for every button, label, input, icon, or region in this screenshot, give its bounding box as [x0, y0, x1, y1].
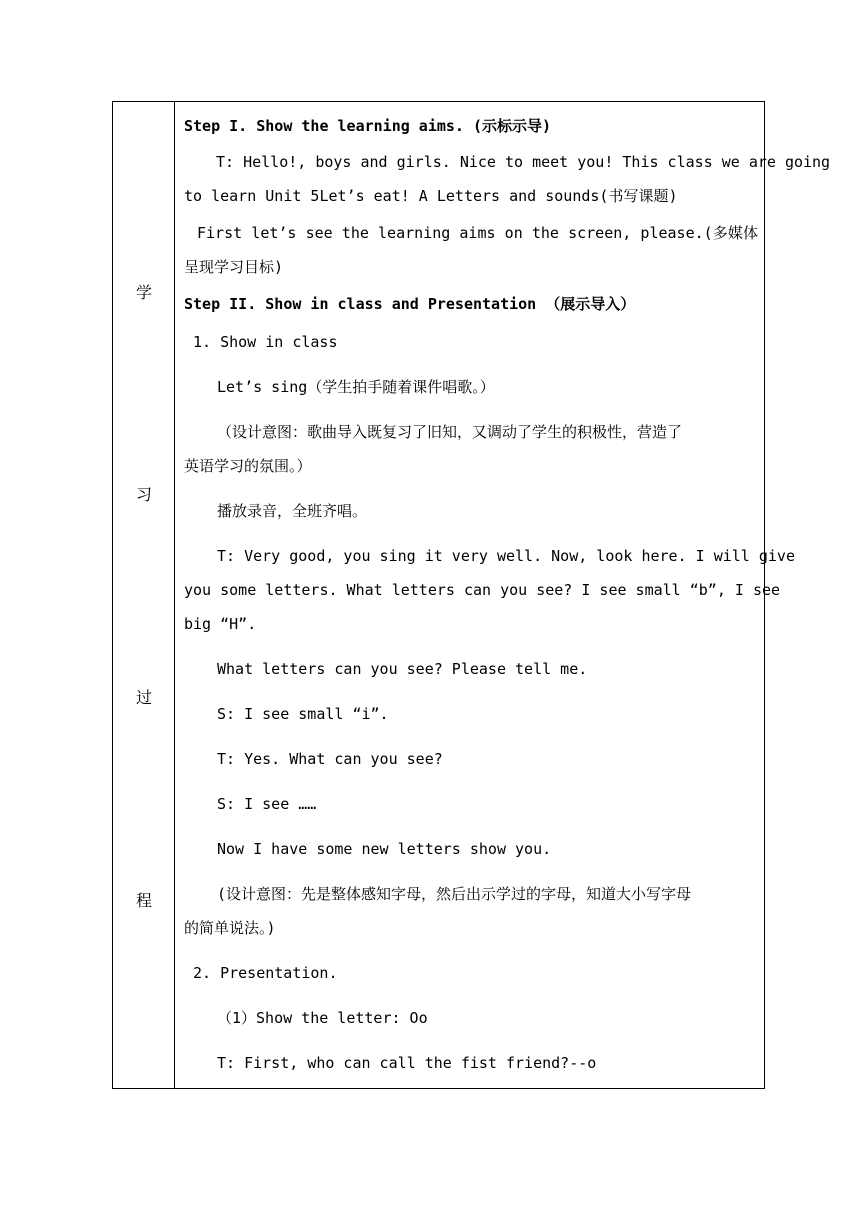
step1-heading: Step I. Show the learning aims. (示标示导) — [184, 117, 552, 135]
lesson-table — [112, 101, 831, 1089]
paragraph-line: （设计意图：歌曲导入既复习了旧知，又调动了学生的积极性，营造了 — [217, 423, 683, 441]
paragraph-line: S: I see small “i”. — [217, 705, 389, 723]
side-label-char: 习 — [135, 485, 152, 504]
paragraph-line: 呈现学习目标) — [184, 258, 284, 276]
paragraph-line: T: Yes. What can you see? — [217, 750, 443, 768]
side-label-char: 学 — [135, 283, 152, 302]
paragraph-line: What letters can you see? Please tell me. — [217, 660, 588, 678]
content-column — [176, 102, 831, 1088]
paragraph-line: （1）Show the letter: Oo — [217, 1009, 428, 1027]
side-label-column — [113, 102, 175, 1088]
paragraph-line: (设计意图：先是整体感知字母，然后出示学过的字母，知道大小写字母 — [217, 885, 692, 903]
paragraph-line: 播放录音，全班齐唱。 — [217, 502, 368, 520]
paragraph-line: First let’s see the learning aims on the screen, please.(多媒体 — [197, 224, 758, 242]
side-label-char: 程 — [135, 891, 152, 910]
list-item: 1. Show in class — [193, 333, 338, 351]
paragraph-line: T: First, who can call the fist friend?--o — [217, 1054, 597, 1072]
paragraph-line: T: Hello!, boys and girls. Nice to meet you! This class we are going — [216, 153, 831, 171]
paragraph-line: 英语学习的氛围。） — [184, 457, 312, 475]
side-label-char: 过 — [135, 688, 152, 707]
list-item: 2. Presentation. — [193, 964, 338, 982]
paragraph-line: S: I see …… — [217, 795, 317, 813]
step2-heading: Step II. Show in class and Presentation （展示导入） — [184, 295, 636, 313]
paragraph-line: T: Very good, you sing it very well. Now, look here. I will give — [217, 547, 795, 565]
paragraph-line: 的简单说法。) — [184, 919, 276, 937]
paragraph-line: you some letters. What letters can you see? I see small “b”, I see — [184, 581, 781, 599]
paragraph-line: to learn Unit 5Let’s eat! A Letters and sounds(书写课题) — [184, 187, 678, 205]
paragraph-line: Let’s sing（学生拍手随着课件唱歌。） — [217, 378, 495, 396]
paragraph-line: big “H”. — [184, 615, 257, 633]
paragraph-line: Now I have some new letters show you. — [217, 840, 552, 858]
